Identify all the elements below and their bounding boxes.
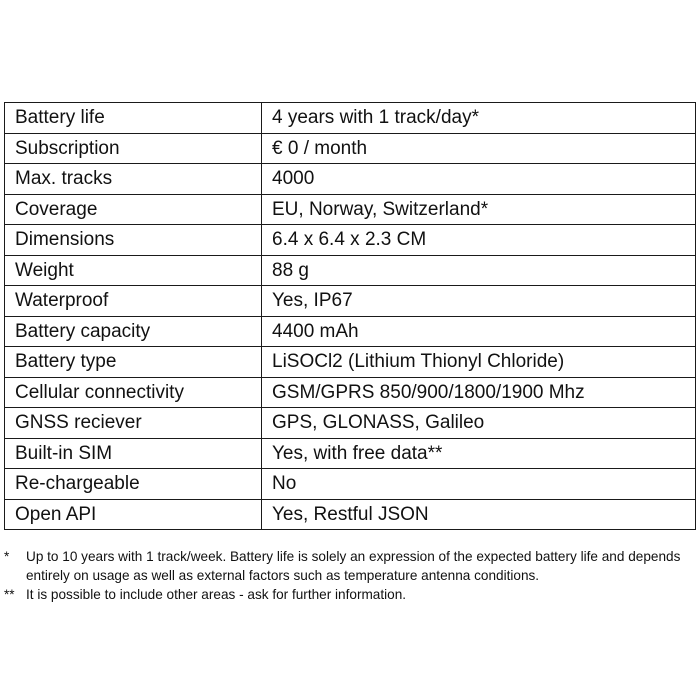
spec-value: EU, Norway, Switzerland* [262, 194, 696, 225]
spec-value: No [262, 469, 696, 500]
spec-value: € 0 / month [262, 133, 696, 164]
spec-label: Cellular connectivity [5, 377, 262, 408]
spec-value: Yes, IP67 [262, 286, 696, 317]
spec-label: Weight [5, 255, 262, 286]
table-row [5, 194, 696, 225]
table-row [5, 103, 696, 134]
spec-label: Coverage [5, 194, 262, 225]
spec-label: Re-chargeable [5, 469, 262, 500]
spec-label: Max. tracks [5, 164, 262, 195]
spec-value: 4000 [262, 164, 696, 195]
spec-value: Yes, with free data** [262, 438, 696, 469]
table-row [5, 469, 696, 500]
footnote-mark: * [4, 549, 10, 564]
spec-label: Built-in SIM [5, 438, 262, 469]
spec-label: Open API [5, 499, 262, 530]
spec-label: GNSS reciever [5, 408, 262, 439]
spec-label: Battery type [5, 347, 262, 378]
spec-value: GSM/GPRS 850/900/1800/1900 Mhz [262, 377, 696, 408]
spec-value: 88 g [262, 255, 696, 286]
table-row [5, 499, 696, 530]
footnotes [4, 547, 696, 604]
table-row [5, 164, 696, 195]
spec-value: Yes, Restful JSON [262, 499, 696, 530]
table-row [5, 225, 696, 256]
spec-value: LiSOCl2 (Lithium Thionyl Chloride) [262, 347, 696, 378]
footnote [4, 585, 696, 604]
spec-label: Battery life [5, 103, 262, 134]
spec-label: Subscription [5, 133, 262, 164]
table-row [5, 133, 696, 164]
spec-value: 6.4 x 6.4 x 2.3 CM [262, 225, 696, 256]
footnote-text: It is possible to include other areas - ask for further information. [26, 587, 407, 602]
spec-label: Waterproof [5, 286, 262, 317]
table-row [5, 347, 696, 378]
footnote-text: Up to 10 years with 1 track/week. Battery life is solely an expression of the expected battery life and depends entirely on usage as well as external factors such as temperature antenna conditions. [26, 549, 681, 583]
spec-value: 4 years with 1 track/day* [262, 103, 696, 134]
spec-label: Battery capacity [5, 316, 262, 347]
spec-value: GPS, GLONASS, Galileo [262, 408, 696, 439]
spec-value: 4400 mAh [262, 316, 696, 347]
table-row [5, 316, 696, 347]
footnote-mark: ** [4, 587, 15, 602]
table-row [5, 286, 696, 317]
specifications-table [4, 102, 696, 530]
table-row [5, 408, 696, 439]
table-row [5, 377, 696, 408]
table-row [5, 438, 696, 469]
table-row [5, 255, 696, 286]
spec-label: Dimensions [5, 225, 262, 256]
footnote [4, 547, 696, 585]
